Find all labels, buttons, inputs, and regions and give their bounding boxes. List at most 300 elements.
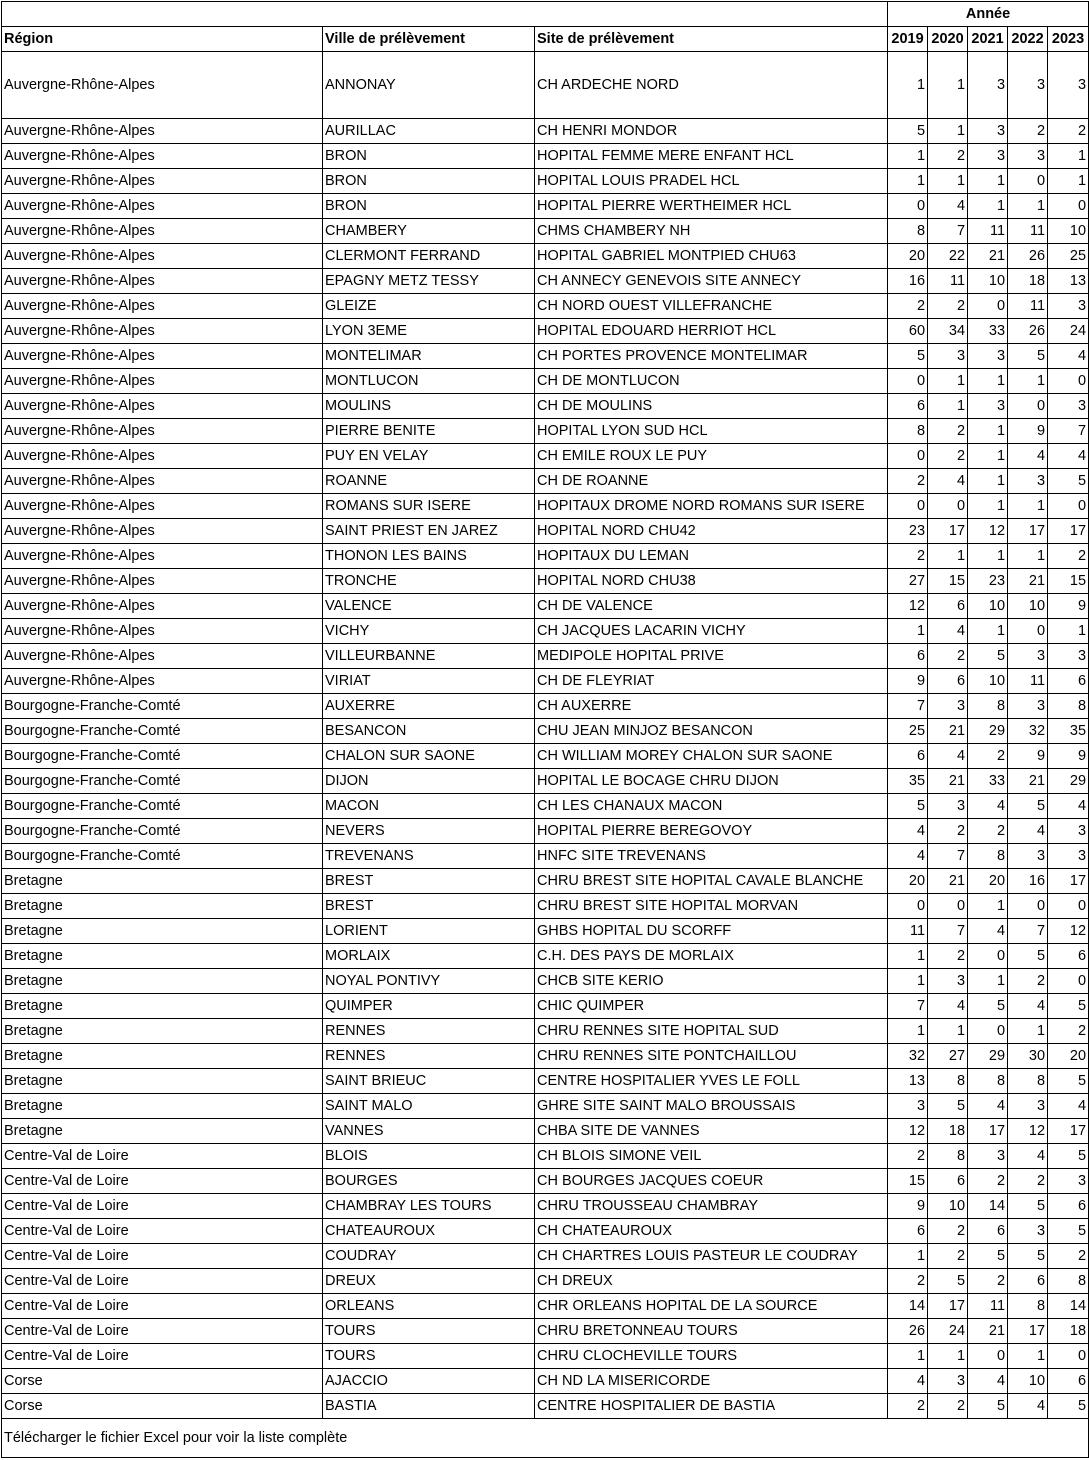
cell-year-value: 5 <box>1008 944 1048 969</box>
cell-site: CH DREUX <box>535 1269 888 1294</box>
cell-city: RENNES <box>323 1019 535 1044</box>
cell-year-value: 3 <box>968 144 1008 169</box>
cell-year-value: 2 <box>928 294 968 319</box>
cell-year-value: 6 <box>1048 1369 1089 1394</box>
cell-year-value: 25 <box>888 719 928 744</box>
cell-year-value: 14 <box>1048 1294 1089 1319</box>
cell-year-value: 3 <box>1008 1094 1048 1119</box>
cell-year-value: 5 <box>888 794 928 819</box>
cell-year-value: 4 <box>928 619 968 644</box>
cell-year-value: 4 <box>968 1369 1008 1394</box>
cell-year-value: 5 <box>1008 1194 1048 1219</box>
cell-city: BREST <box>323 869 535 894</box>
table-row <box>2 669 1089 694</box>
cell-year-value: 15 <box>888 1169 928 1194</box>
table-row <box>2 719 1089 744</box>
table-row <box>2 894 1089 919</box>
cell-site: C.H. DES PAYS DE MORLAIX <box>535 944 888 969</box>
cell-year-value: 2 <box>928 144 968 169</box>
cell-year-value: 3 <box>928 344 968 369</box>
cell-site: CHCB SITE KERIO <box>535 969 888 994</box>
cell-year-value: 3 <box>968 1144 1008 1169</box>
table-row <box>2 769 1089 794</box>
cell-year-value: 5 <box>1008 344 1048 369</box>
cell-year-value: 9 <box>1008 744 1048 769</box>
cell-city: EPAGNY METZ TESSY <box>323 269 535 294</box>
column-header-city: Ville de prélèvement <box>323 27 535 52</box>
cell-year-value: 14 <box>888 1294 928 1319</box>
cell-year-value: 0 <box>1048 194 1089 219</box>
cell-region: Auvergne-Rhône-Alpes <box>2 219 323 244</box>
cell-year-value: 20 <box>1048 1044 1089 1069</box>
cell-year-value: 0 <box>1008 619 1048 644</box>
cell-year-value: 6 <box>888 1219 928 1244</box>
cell-year-value: 1 <box>968 544 1008 569</box>
cell-city: AUXERRE <box>323 694 535 719</box>
cell-year-value: 1 <box>1008 1344 1048 1369</box>
cell-year-value: 0 <box>968 294 1008 319</box>
cell-year-value: 2 <box>928 1394 968 1419</box>
cell-year-value: 1 <box>928 1344 968 1369</box>
cell-year-value: 17 <box>928 1294 968 1319</box>
cell-site: CH CHARTRES LOUIS PASTEUR LE COUDRAY <box>535 1244 888 1269</box>
table-row <box>2 869 1089 894</box>
cell-year-value: 20 <box>968 869 1008 894</box>
cell-year-value: 4 <box>1008 819 1048 844</box>
column-header-year: 2022 <box>1008 27 1048 52</box>
cell-site: HOPITAL NORD CHU42 <box>535 519 888 544</box>
table-row <box>2 1044 1089 1069</box>
cell-site: HOPITAL NORD CHU38 <box>535 569 888 594</box>
cell-city: DREUX <box>323 1269 535 1294</box>
cell-year-value: 21 <box>928 869 968 894</box>
cell-year-value: 33 <box>968 769 1008 794</box>
table-row <box>2 1269 1089 1294</box>
cell-city: CHAMBRAY LES TOURS <box>323 1194 535 1219</box>
cell-year-value: 5 <box>1048 1219 1089 1244</box>
cell-year-value: 21 <box>968 1319 1008 1344</box>
cell-region: Centre-Val de Loire <box>2 1219 323 1244</box>
column-header-year: 2021 <box>968 27 1008 52</box>
table-row <box>2 52 1089 119</box>
cell-year-value: 1 <box>888 969 928 994</box>
cell-year-value: 5 <box>928 1094 968 1119</box>
cell-year-value: 6 <box>1048 1194 1089 1219</box>
cell-region: Auvergne-Rhône-Alpes <box>2 594 323 619</box>
cell-site: CH DE VALENCE <box>535 594 888 619</box>
table-row <box>2 1294 1089 1319</box>
cell-year-value: 12 <box>888 594 928 619</box>
cell-year-value: 23 <box>888 519 928 544</box>
cell-region: Bourgogne-Franche-Comté <box>2 744 323 769</box>
cell-site: CH LES CHANAUX MACON <box>535 794 888 819</box>
table-row <box>2 169 1089 194</box>
cell-city: BREST <box>323 894 535 919</box>
cell-year-value: 2 <box>1048 119 1089 144</box>
cell-year-value: 4 <box>888 1369 928 1394</box>
cell-year-value: 2 <box>888 1269 928 1294</box>
cell-year-value: 4 <box>1048 1094 1089 1119</box>
table-row <box>2 369 1089 394</box>
cell-city: MONTELIMAR <box>323 344 535 369</box>
header-blank-cell <box>2 2 888 27</box>
cell-year-value: 32 <box>1008 719 1048 744</box>
cell-year-value: 6 <box>1008 1269 1048 1294</box>
cell-year-value: 20 <box>888 869 928 894</box>
cell-region: Auvergne-Rhône-Alpes <box>2 669 323 694</box>
cell-site: CH JACQUES LACARIN VICHY <box>535 619 888 644</box>
cell-city: BLOIS <box>323 1144 535 1169</box>
cell-year-value: 2 <box>968 819 1008 844</box>
cell-year-value: 1 <box>1008 544 1048 569</box>
cell-region: Bourgogne-Franche-Comté <box>2 819 323 844</box>
cell-year-value: 17 <box>1048 869 1089 894</box>
cell-year-value: 2 <box>888 469 928 494</box>
cell-year-value: 3 <box>928 694 968 719</box>
cell-year-value: 3 <box>1048 644 1089 669</box>
cell-year-value: 3 <box>968 119 1008 144</box>
table-row <box>2 219 1089 244</box>
cell-year-value: 3 <box>1048 52 1089 119</box>
cell-city: BOURGES <box>323 1169 535 1194</box>
cell-year-value: 4 <box>968 1094 1008 1119</box>
cell-region: Auvergne-Rhône-Alpes <box>2 519 323 544</box>
cell-city: SAINT PRIEST EN JAREZ <box>323 519 535 544</box>
cell-city: LYON 3EME <box>323 319 535 344</box>
table-row <box>2 544 1089 569</box>
cell-year-value: 3 <box>1048 294 1089 319</box>
cell-city: VANNES <box>323 1119 535 1144</box>
cell-year-value: 10 <box>928 1194 968 1219</box>
cell-site: CHMS CHAMBERY NH <box>535 219 888 244</box>
table-row <box>2 494 1089 519</box>
table-row <box>2 1144 1089 1169</box>
cell-year-value: 4 <box>928 744 968 769</box>
table-row <box>2 819 1089 844</box>
cell-region: Centre-Val de Loire <box>2 1144 323 1169</box>
cell-year-value: 8 <box>968 694 1008 719</box>
cell-year-value: 10 <box>968 269 1008 294</box>
cell-year-value: 7 <box>928 844 968 869</box>
cell-year-value: 29 <box>968 719 1008 744</box>
table-row <box>2 1319 1089 1344</box>
cell-site: CHU JEAN MINJOZ BESANCON <box>535 719 888 744</box>
cell-region: Centre-Val de Loire <box>2 1194 323 1219</box>
cell-year-value: 12 <box>1008 1119 1048 1144</box>
cell-year-value: 1 <box>888 619 928 644</box>
cell-year-value: 11 <box>968 1294 1008 1319</box>
cell-year-value: 7 <box>928 219 968 244</box>
cell-year-value: 0 <box>888 369 928 394</box>
cell-year-value: 2 <box>1048 1019 1089 1044</box>
cell-site: CH ANNECY GENEVOIS SITE ANNECY <box>535 269 888 294</box>
table-row <box>2 694 1089 719</box>
table-row <box>2 1219 1089 1244</box>
cell-year-value: 3 <box>1048 819 1089 844</box>
cell-year-value: 11 <box>1008 219 1048 244</box>
cell-year-value: 0 <box>1048 1344 1089 1369</box>
cell-region: Auvergne-Rhône-Alpes <box>2 394 323 419</box>
cell-year-value: 7 <box>888 994 928 1019</box>
table-row <box>2 119 1089 144</box>
cell-city: CLERMONT FERRAND <box>323 244 535 269</box>
cell-site: CH DE FLEYRIAT <box>535 669 888 694</box>
cell-year-value: 8 <box>1048 1269 1089 1294</box>
cell-year-value: 4 <box>1008 1144 1048 1169</box>
cell-year-value: 8 <box>1008 1069 1048 1094</box>
cell-year-value: 7 <box>928 919 968 944</box>
cell-year-value: 0 <box>1008 894 1048 919</box>
cell-year-value: 2 <box>968 744 1008 769</box>
cell-region: Bretagne <box>2 969 323 994</box>
year-group-row <box>2 2 1089 27</box>
cell-year-value: 1 <box>928 119 968 144</box>
cell-year-value: 6 <box>968 1219 1008 1244</box>
cell-year-value: 4 <box>888 819 928 844</box>
table-row <box>2 294 1089 319</box>
cell-city: VALENCE <box>323 594 535 619</box>
cell-city: CHALON SUR SAONE <box>323 744 535 769</box>
cell-year-value: 10 <box>1008 594 1048 619</box>
cell-year-value: 8 <box>888 419 928 444</box>
cell-year-value: 17 <box>968 1119 1008 1144</box>
cell-city: DIJON <box>323 769 535 794</box>
cell-city: MACON <box>323 794 535 819</box>
cell-year-value: 6 <box>928 1169 968 1194</box>
cell-site: CHRU RENNES SITE HOPITAL SUD <box>535 1019 888 1044</box>
cell-year-value: 2 <box>968 1169 1008 1194</box>
cell-year-value: 1 <box>888 1244 928 1269</box>
cell-region: Auvergne-Rhône-Alpes <box>2 544 323 569</box>
cell-site: CHR ORLEANS HOPITAL DE LA SOURCE <box>535 1294 888 1319</box>
cell-year-value: 1 <box>928 1019 968 1044</box>
cell-year-value: 16 <box>888 269 928 294</box>
cell-year-value: 22 <box>928 244 968 269</box>
cell-city: VIRIAT <box>323 669 535 694</box>
cell-city: MONTLUCON <box>323 369 535 394</box>
cell-year-value: 15 <box>928 569 968 594</box>
cell-region: Bourgogne-Franche-Comté <box>2 769 323 794</box>
cell-region: Corse <box>2 1394 323 1419</box>
cell-region: Auvergne-Rhône-Alpes <box>2 444 323 469</box>
cell-year-value: 21 <box>928 719 968 744</box>
cell-city: LORIENT <box>323 919 535 944</box>
cell-year-value: 8 <box>968 1069 1008 1094</box>
cell-year-value: 3 <box>1008 144 1048 169</box>
cell-year-value: 0 <box>968 1344 1008 1369</box>
cell-year-value: 27 <box>928 1044 968 1069</box>
cell-year-value: 4 <box>1008 1394 1048 1419</box>
column-header-region: Région <box>2 27 323 52</box>
cell-year-value: 0 <box>888 494 928 519</box>
cell-year-value: 0 <box>968 944 1008 969</box>
cell-year-value: 13 <box>1048 269 1089 294</box>
cell-site: CHRU TROUSSEAU CHAMBRAY <box>535 1194 888 1219</box>
cell-year-value: 1 <box>1008 494 1048 519</box>
cell-year-value: 17 <box>1048 519 1089 544</box>
cell-city: BASTIA <box>323 1394 535 1419</box>
cell-year-value: 1 <box>928 169 968 194</box>
cell-year-value: 2 <box>928 1219 968 1244</box>
cell-city: CHATEAUROUX <box>323 1219 535 1244</box>
cell-year-value: 14 <box>968 1194 1008 1219</box>
cell-year-value: 0 <box>1048 494 1089 519</box>
cell-city: QUIMPER <box>323 994 535 1019</box>
cell-year-value: 6 <box>928 594 968 619</box>
cell-year-value: 0 <box>888 444 928 469</box>
cell-site: HOPITAUX DU LEMAN <box>535 544 888 569</box>
cell-year-value: 2 <box>928 944 968 969</box>
cell-year-value: 8 <box>968 844 1008 869</box>
cell-year-value: 6 <box>1048 944 1089 969</box>
cell-year-value: 10 <box>968 669 1008 694</box>
cell-site: CH AUXERRE <box>535 694 888 719</box>
cell-year-value: 3 <box>1008 52 1048 119</box>
cell-year-value: 1 <box>888 169 928 194</box>
cell-region: Corse <box>2 1369 323 1394</box>
cell-region: Auvergne-Rhône-Alpes <box>2 494 323 519</box>
table-row <box>2 319 1089 344</box>
cell-year-value: 2 <box>888 1394 928 1419</box>
cell-city: MORLAIX <box>323 944 535 969</box>
cell-year-value: 5 <box>968 644 1008 669</box>
cell-year-value: 5 <box>968 994 1008 1019</box>
cell-region: Auvergne-Rhône-Alpes <box>2 144 323 169</box>
table-row <box>2 1244 1089 1269</box>
cell-site: CHRU BREST SITE HOPITAL CAVALE BLANCHE <box>535 869 888 894</box>
cell-year-value: 0 <box>1048 969 1089 994</box>
cell-region: Auvergne-Rhône-Alpes <box>2 52 323 119</box>
cell-year-value: 2 <box>1008 969 1048 994</box>
cell-year-value: 3 <box>968 52 1008 119</box>
cell-year-value: 26 <box>888 1319 928 1344</box>
table-row <box>2 969 1089 994</box>
cell-city: TRONCHE <box>323 569 535 594</box>
cell-year-value: 4 <box>888 844 928 869</box>
cell-year-value: 2 <box>928 644 968 669</box>
cell-year-value: 33 <box>968 319 1008 344</box>
cell-year-value: 9 <box>1048 594 1089 619</box>
cell-year-value: 4 <box>1048 794 1089 819</box>
cell-year-value: 18 <box>928 1119 968 1144</box>
cell-year-value: 2 <box>1008 119 1048 144</box>
cell-year-value: 26 <box>1008 244 1048 269</box>
cell-year-value: 1 <box>928 52 968 119</box>
cell-year-value: 1 <box>968 444 1008 469</box>
cell-year-value: 2 <box>1048 544 1089 569</box>
cell-city: BESANCON <box>323 719 535 744</box>
cell-year-value: 2 <box>928 419 968 444</box>
cell-city: AJACCIO <box>323 1369 535 1394</box>
cell-city: COUDRAY <box>323 1244 535 1269</box>
cell-year-value: 4 <box>1008 994 1048 1019</box>
cell-site: HOPITAL GABRIEL MONTPIED CHU63 <box>535 244 888 269</box>
cell-year-value: 5 <box>1008 794 1048 819</box>
cell-year-value: 2 <box>888 1144 928 1169</box>
cell-region: Bretagne <box>2 994 323 1019</box>
cell-site: HOPITAL EDOUARD HERRIOT HCL <box>535 319 888 344</box>
cell-site: CH WILLIAM MOREY CHALON SUR SAONE <box>535 744 888 769</box>
table-row <box>2 619 1089 644</box>
cell-year-value: 3 <box>968 344 1008 369</box>
cell-region: Bourgogne-Franche-Comté <box>2 844 323 869</box>
cell-year-value: 7 <box>1048 419 1089 444</box>
cell-year-value: 34 <box>928 319 968 344</box>
cell-year-value: 5 <box>1048 994 1089 1019</box>
cell-site: CH DE ROANNE <box>535 469 888 494</box>
cell-year-value: 3 <box>928 1369 968 1394</box>
cell-year-value: 17 <box>928 519 968 544</box>
cell-site: CH EMILE ROUX LE PUY <box>535 444 888 469</box>
cell-year-value: 1 <box>888 944 928 969</box>
table-row <box>2 1019 1089 1044</box>
cell-year-value: 8 <box>1008 1294 1048 1319</box>
cell-region: Auvergne-Rhône-Alpes <box>2 244 323 269</box>
cell-site: HNFC SITE TREVENANS <box>535 844 888 869</box>
cell-year-value: 9 <box>1048 744 1089 769</box>
cell-year-value: 0 <box>968 1019 1008 1044</box>
cell-region: Centre-Val de Loire <box>2 1319 323 1344</box>
table-row <box>2 569 1089 594</box>
table-row <box>2 594 1089 619</box>
cell-year-value: 2 <box>928 1244 968 1269</box>
cell-region: Auvergne-Rhône-Alpes <box>2 319 323 344</box>
cell-year-value: 4 <box>1048 344 1089 369</box>
cell-year-value: 5 <box>1048 1069 1089 1094</box>
cell-year-value: 5 <box>888 344 928 369</box>
cell-year-value: 2 <box>888 544 928 569</box>
cell-year-value: 60 <box>888 319 928 344</box>
cell-year-value: 4 <box>1048 444 1089 469</box>
table-row <box>2 919 1089 944</box>
cell-year-value: 6 <box>928 669 968 694</box>
table-row <box>2 244 1089 269</box>
cell-year-value: 8 <box>928 1144 968 1169</box>
cell-year-value: 29 <box>1048 769 1089 794</box>
cell-site: CENTRE HOSPITALIER DE BASTIA <box>535 1394 888 1419</box>
cell-year-value: 6 <box>1048 669 1089 694</box>
cell-year-value: 27 <box>888 569 928 594</box>
cell-region: Centre-Val de Loire <box>2 1244 323 1269</box>
cell-year-value: 3 <box>928 794 968 819</box>
cell-year-value: 9 <box>888 1194 928 1219</box>
cell-year-value: 32 <box>888 1044 928 1069</box>
cell-year-value: 3 <box>1008 469 1048 494</box>
cell-city: ROMANS SUR ISERE <box>323 494 535 519</box>
cell-region: Bretagne <box>2 1019 323 1044</box>
cell-city: PIERRE BENITE <box>323 419 535 444</box>
table-row <box>2 444 1089 469</box>
cell-year-value: 1 <box>968 194 1008 219</box>
cell-city: THONON LES BAINS <box>323 544 535 569</box>
cell-year-value: 25 <box>1048 244 1089 269</box>
cell-city: ROANNE <box>323 469 535 494</box>
cell-city: TOURS <box>323 1344 535 1369</box>
cell-year-value: 8 <box>928 1069 968 1094</box>
cell-site: CH BLOIS SIMONE VEIL <box>535 1144 888 1169</box>
cell-site: CH ARDECHE NORD <box>535 52 888 119</box>
cell-year-value: 4 <box>968 919 1008 944</box>
cell-site: CHBA SITE DE VANNES <box>535 1119 888 1144</box>
cell-site: CH DE MONTLUCON <box>535 369 888 394</box>
table-row <box>2 1394 1089 1419</box>
cell-year-value: 3 <box>1008 694 1048 719</box>
cell-city: MOULINS <box>323 394 535 419</box>
cell-site: CHRU RENNES SITE PONTCHAILLOU <box>535 1044 888 1069</box>
cell-year-value: 1 <box>1048 619 1089 644</box>
cell-region: Auvergne-Rhône-Alpes <box>2 119 323 144</box>
cell-site: HOPITAL LE BOCAGE CHRU DIJON <box>535 769 888 794</box>
